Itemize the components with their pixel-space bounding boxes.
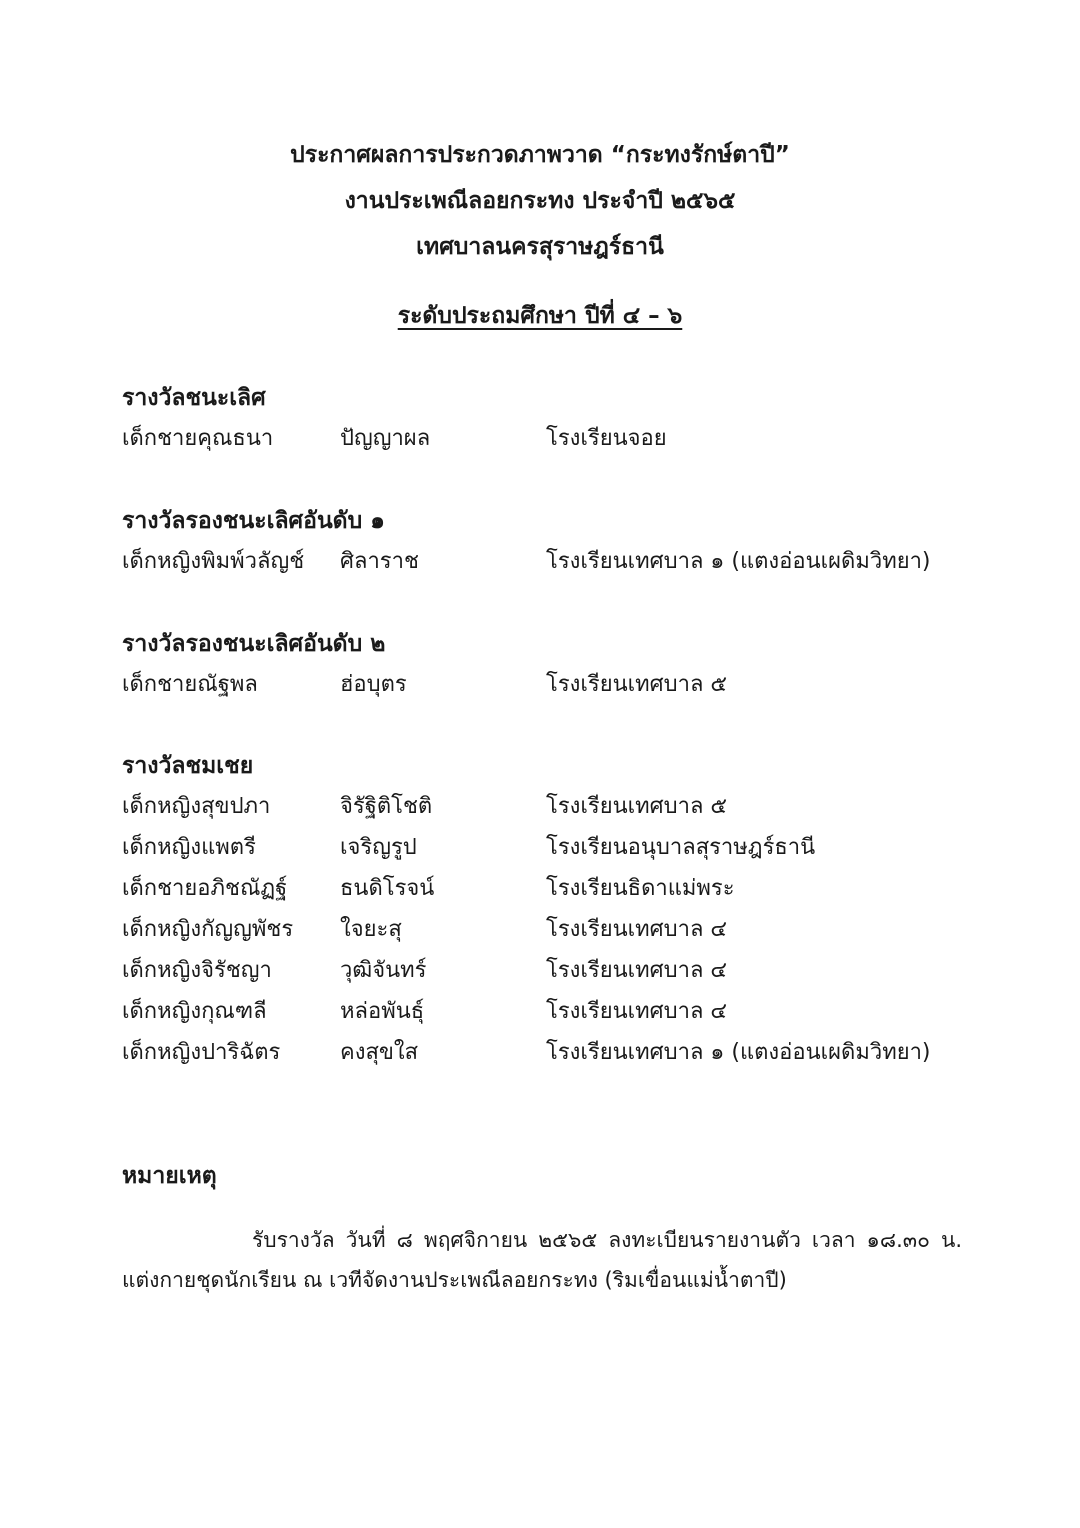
winner-row — [122, 786, 1022, 827]
winner-school: โรงเรียนเทศบาล ๕ — [546, 794, 728, 819]
winner-row — [122, 909, 1022, 950]
note-text: รับรางวัล วันที่ ๘ พฤศจิกายน ๒๕๖๕ ลงทะเบียนรายงานตัว เวลา ๑๘.๓๐ น. แต่งกายชุดนักเรียน ณ เวทีจัดงานประเพณีลอยกระทง (ริมเขื่อนแม่น้ำตาปี) — [122, 1228, 962, 1292]
winner-first-name: เด็กชายคุณธนา — [122, 426, 274, 451]
winner-last-name: วุฒิจันทร์ — [340, 958, 427, 983]
award-title: รางวัลรองชนะเลิศอันดับ ๑ — [122, 508, 385, 534]
award-section-honorable-mention — [122, 746, 1022, 1073]
winner-row — [122, 950, 1022, 991]
winner-row — [122, 868, 1022, 909]
winner-row — [122, 1032, 1022, 1073]
winner-first-name: เด็กหญิงปาริฉัตร — [122, 1040, 281, 1065]
winner-first-name: เด็กหญิงกุณฑลี — [122, 999, 267, 1024]
winner-last-name: ใจยะสุ — [340, 917, 402, 942]
winner-last-name: หล่อพันธุ์ — [340, 999, 425, 1024]
winner-row — [122, 418, 1022, 459]
winner-school: โรงเรียนอนุบาลสุราษฎร์ธานี — [546, 835, 816, 860]
education-level-title — [0, 296, 1080, 336]
winner-last-name: คงสุขใส — [340, 1040, 419, 1065]
note-section — [122, 1156, 962, 1300]
header-title: ประกาศผลการประกวดภาพวาด “กระทงรักษ์ตาปี” — [290, 142, 790, 168]
award-title: รางวัลชมเชย — [122, 753, 254, 779]
winner-first-name: เด็กหญิงจิรัชญา — [122, 958, 272, 983]
winner-school: โรงเรียนจอย — [546, 426, 667, 451]
winner-last-name: ฮ่อบุตร — [340, 672, 407, 697]
winner-first-name: เด็กหญิงพิมพ์วลัญช์ — [122, 549, 305, 574]
winner-last-name: ศิลาราช — [340, 549, 419, 574]
winner-school: โรงเรียนเทศบาล ๕ — [546, 672, 728, 697]
education-level-label: ระดับประถมศึกษา ปีที่ ๔ – ๖ — [397, 303, 683, 329]
winner-first-name: เด็กหญิงแพตรี — [122, 835, 256, 860]
winner-first-name: เด็กชายณัฐพล — [122, 672, 258, 697]
winner-last-name: ธนดิโรจน์ — [340, 876, 435, 901]
winner-first-name: เด็กหญิงสุขปภา — [122, 794, 271, 819]
award-title: รางวัลชนะเลิศ — [122, 385, 266, 411]
header-organization: เทศบาลนครสุราษฎร์ธานี — [416, 234, 664, 260]
announcement-header — [0, 132, 1080, 270]
winner-last-name: เจริญรูป — [340, 835, 417, 860]
award-section-winner — [122, 378, 1022, 459]
winner-first-name: เด็กหญิงกัญญพัชร — [122, 917, 294, 942]
winner-last-name: จิรัฐิติโชติ — [340, 794, 433, 819]
winner-school: โรงเรียนเทศบาล ๑ (แตงอ่อนเผดิมวิทยา) — [546, 1040, 931, 1065]
winner-school: โรงเรียนเทศบาล ๔ — [546, 958, 728, 983]
award-title: รางวัลรองชนะเลิศอันดับ ๒ — [122, 631, 386, 657]
winner-school: โรงเรียนธิดาแม่พระ — [546, 876, 735, 901]
winner-row — [122, 541, 1022, 582]
winner-school: โรงเรียนเทศบาล ๑ (แตงอ่อนเผดิมวิทยา) — [546, 549, 931, 574]
award-section-runner-up-2 — [122, 624, 1022, 705]
winner-row — [122, 827, 1022, 868]
winner-first-name: เด็กชายอภิชณัฏฐ์ — [122, 876, 288, 901]
winner-row — [122, 664, 1022, 705]
header-event: งานประเพณีลอยกระทง ประจำปี ๒๕๖๕ — [344, 188, 736, 214]
winner-school: โรงเรียนเทศบาล ๔ — [546, 917, 728, 942]
award-section-runner-up-1 — [122, 501, 1022, 582]
note-title: หมายเหตุ — [122, 1163, 217, 1189]
winner-row — [122, 991, 1022, 1032]
winner-school: โรงเรียนเทศบาล ๔ — [546, 999, 728, 1024]
winner-last-name: ปัญญาผล — [340, 426, 431, 451]
